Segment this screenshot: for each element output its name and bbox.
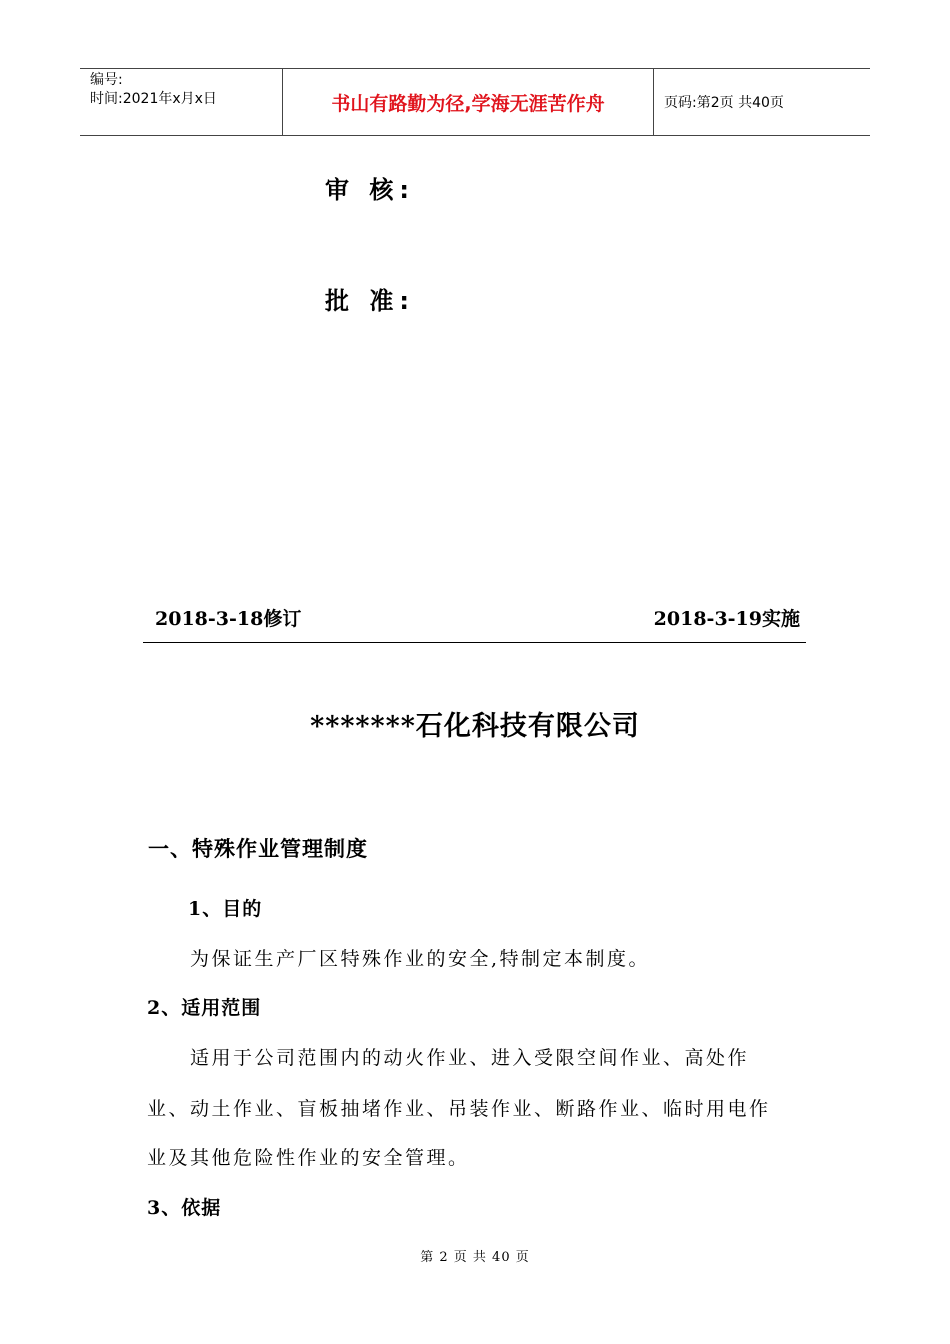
document-time-label: 时间:2021年x月x日 [90,91,217,107]
section-2-line-1: 适用于公司范围内的动火作业、进入受限空间作业、高处作 [190,1047,750,1069]
section-1-1-text: 为保证生产厂区特殊作业的安全,特制定本制度。 [190,948,651,970]
page-header [80,68,870,136]
company-title: *******石化科技有限公司 [310,711,640,742]
section-1-1-heading: 1、目的 [188,898,263,920]
review-label: 审 核: [325,176,415,204]
document-code-label: 编号: [90,72,123,88]
section-2-heading: 2、适用范围 [147,997,262,1019]
page-footer: 第 2 页 共 40 页 [420,1250,530,1265]
header-page-info: 页码:第2页 共40页 [664,95,784,111]
section-2-line-2: 业、动土作业、盲板抽堵作业、吊装作业、断路作业、临时用电作 [147,1098,771,1120]
section-2-line-3: 业及其他危险性作业的安全管理。 [147,1147,470,1169]
divider-line [143,642,806,643]
section-3-heading: 3、依据 [147,1197,222,1219]
header-meta [80,69,282,135]
revision-date: 2018-3-18修订 [155,608,302,630]
approve-label: 批 准: [325,287,415,315]
effective-date: 2018-3-19实施 [653,608,800,630]
section-1-heading: 一、特殊作业管理制度 [148,836,368,861]
header-motto: 书山有路勤为径,学海无涯苦作舟 [282,69,654,135]
